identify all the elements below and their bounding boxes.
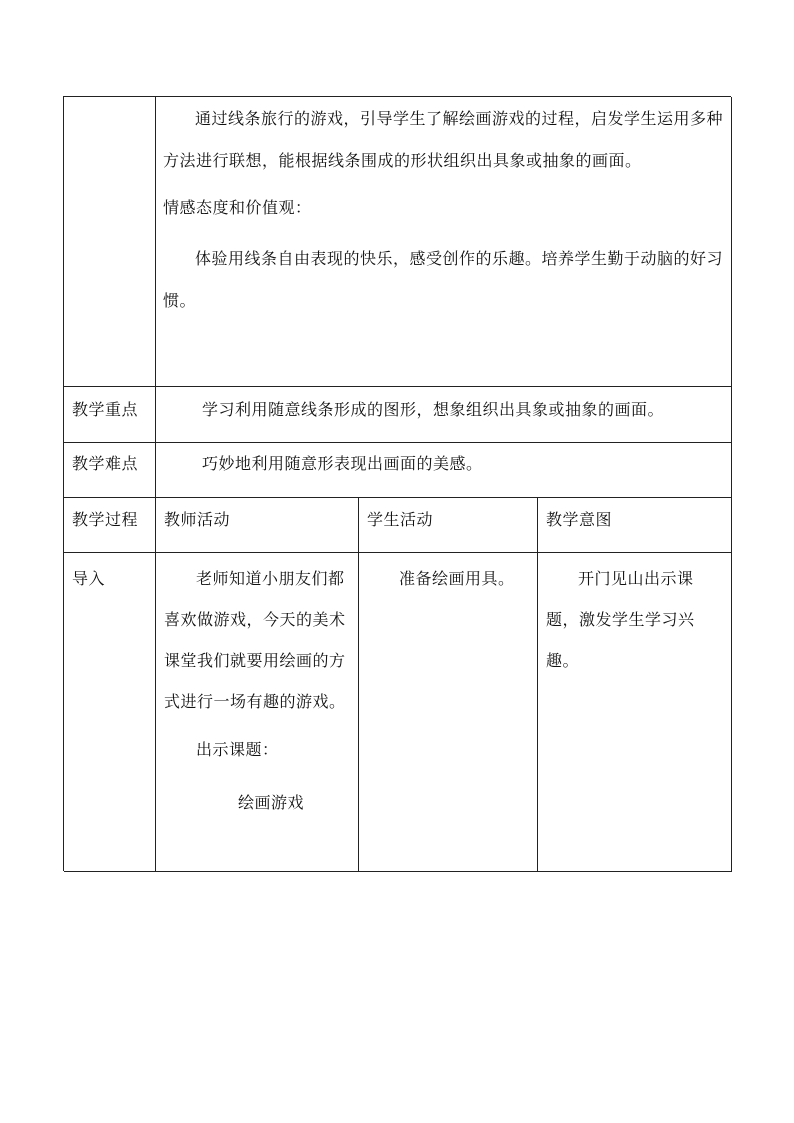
intro-intent-text: 开门见山出示课题，激发学生学习兴趣。 [546, 569, 695, 670]
objectives-cell [156, 97, 732, 387]
intro-teacher-paragraph: 老师知道小朋友们都喜欢做游戏，今天的美术课堂我们就要用绘画的方式进行一场有趣的游戏。 [164, 569, 346, 711]
objectives-attitude-paragraph: 体验用线条自由表现的快乐，感受创作的乐趣。培养学生勤于动脑的好习惯。 [163, 249, 724, 310]
objectives-heading: 情感态度和价值观： [163, 198, 312, 217]
key-point-content: 学习利用随意线条形成的图形，想象组织出具象或抽象的画面。 [202, 400, 665, 419]
difficulty-label: 教学难点 [64, 443, 156, 498]
intro-label: 导入 [64, 553, 156, 872]
difficulty-content: 巧妙地利用随意形表现出画面的美感。 [202, 454, 483, 473]
objectives-paragraph: 通过线条旅行的游戏，引导学生了解绘画游戏的过程，启发学生运用多种方法进行联想，能根据线条围成的形状组织出具象或抽象的画面。 [163, 109, 724, 170]
teacher-activity-header: 教师活动 [156, 498, 359, 553]
intro-lesson-title: 绘画游戏 [238, 793, 305, 812]
intro-student-text: 准备绘画用具。 [399, 569, 515, 588]
process-label: 教学过程 [64, 498, 156, 553]
lesson-plan-table [63, 96, 731, 871]
intro-teacher-subhead: 出示课题： [196, 740, 279, 759]
key-point-label: 教学重点 [64, 387, 156, 443]
intro-teacher-cell [156, 553, 359, 872]
student-activity-header: 学生活动 [359, 498, 538, 553]
intro-intent-cell [538, 553, 732, 872]
difficulty-text [156, 443, 732, 498]
teaching-intent-header: 教学意图 [538, 498, 732, 553]
objectives-label-cell [64, 97, 156, 387]
key-point-text [156, 387, 732, 443]
intro-student-cell [359, 553, 538, 872]
